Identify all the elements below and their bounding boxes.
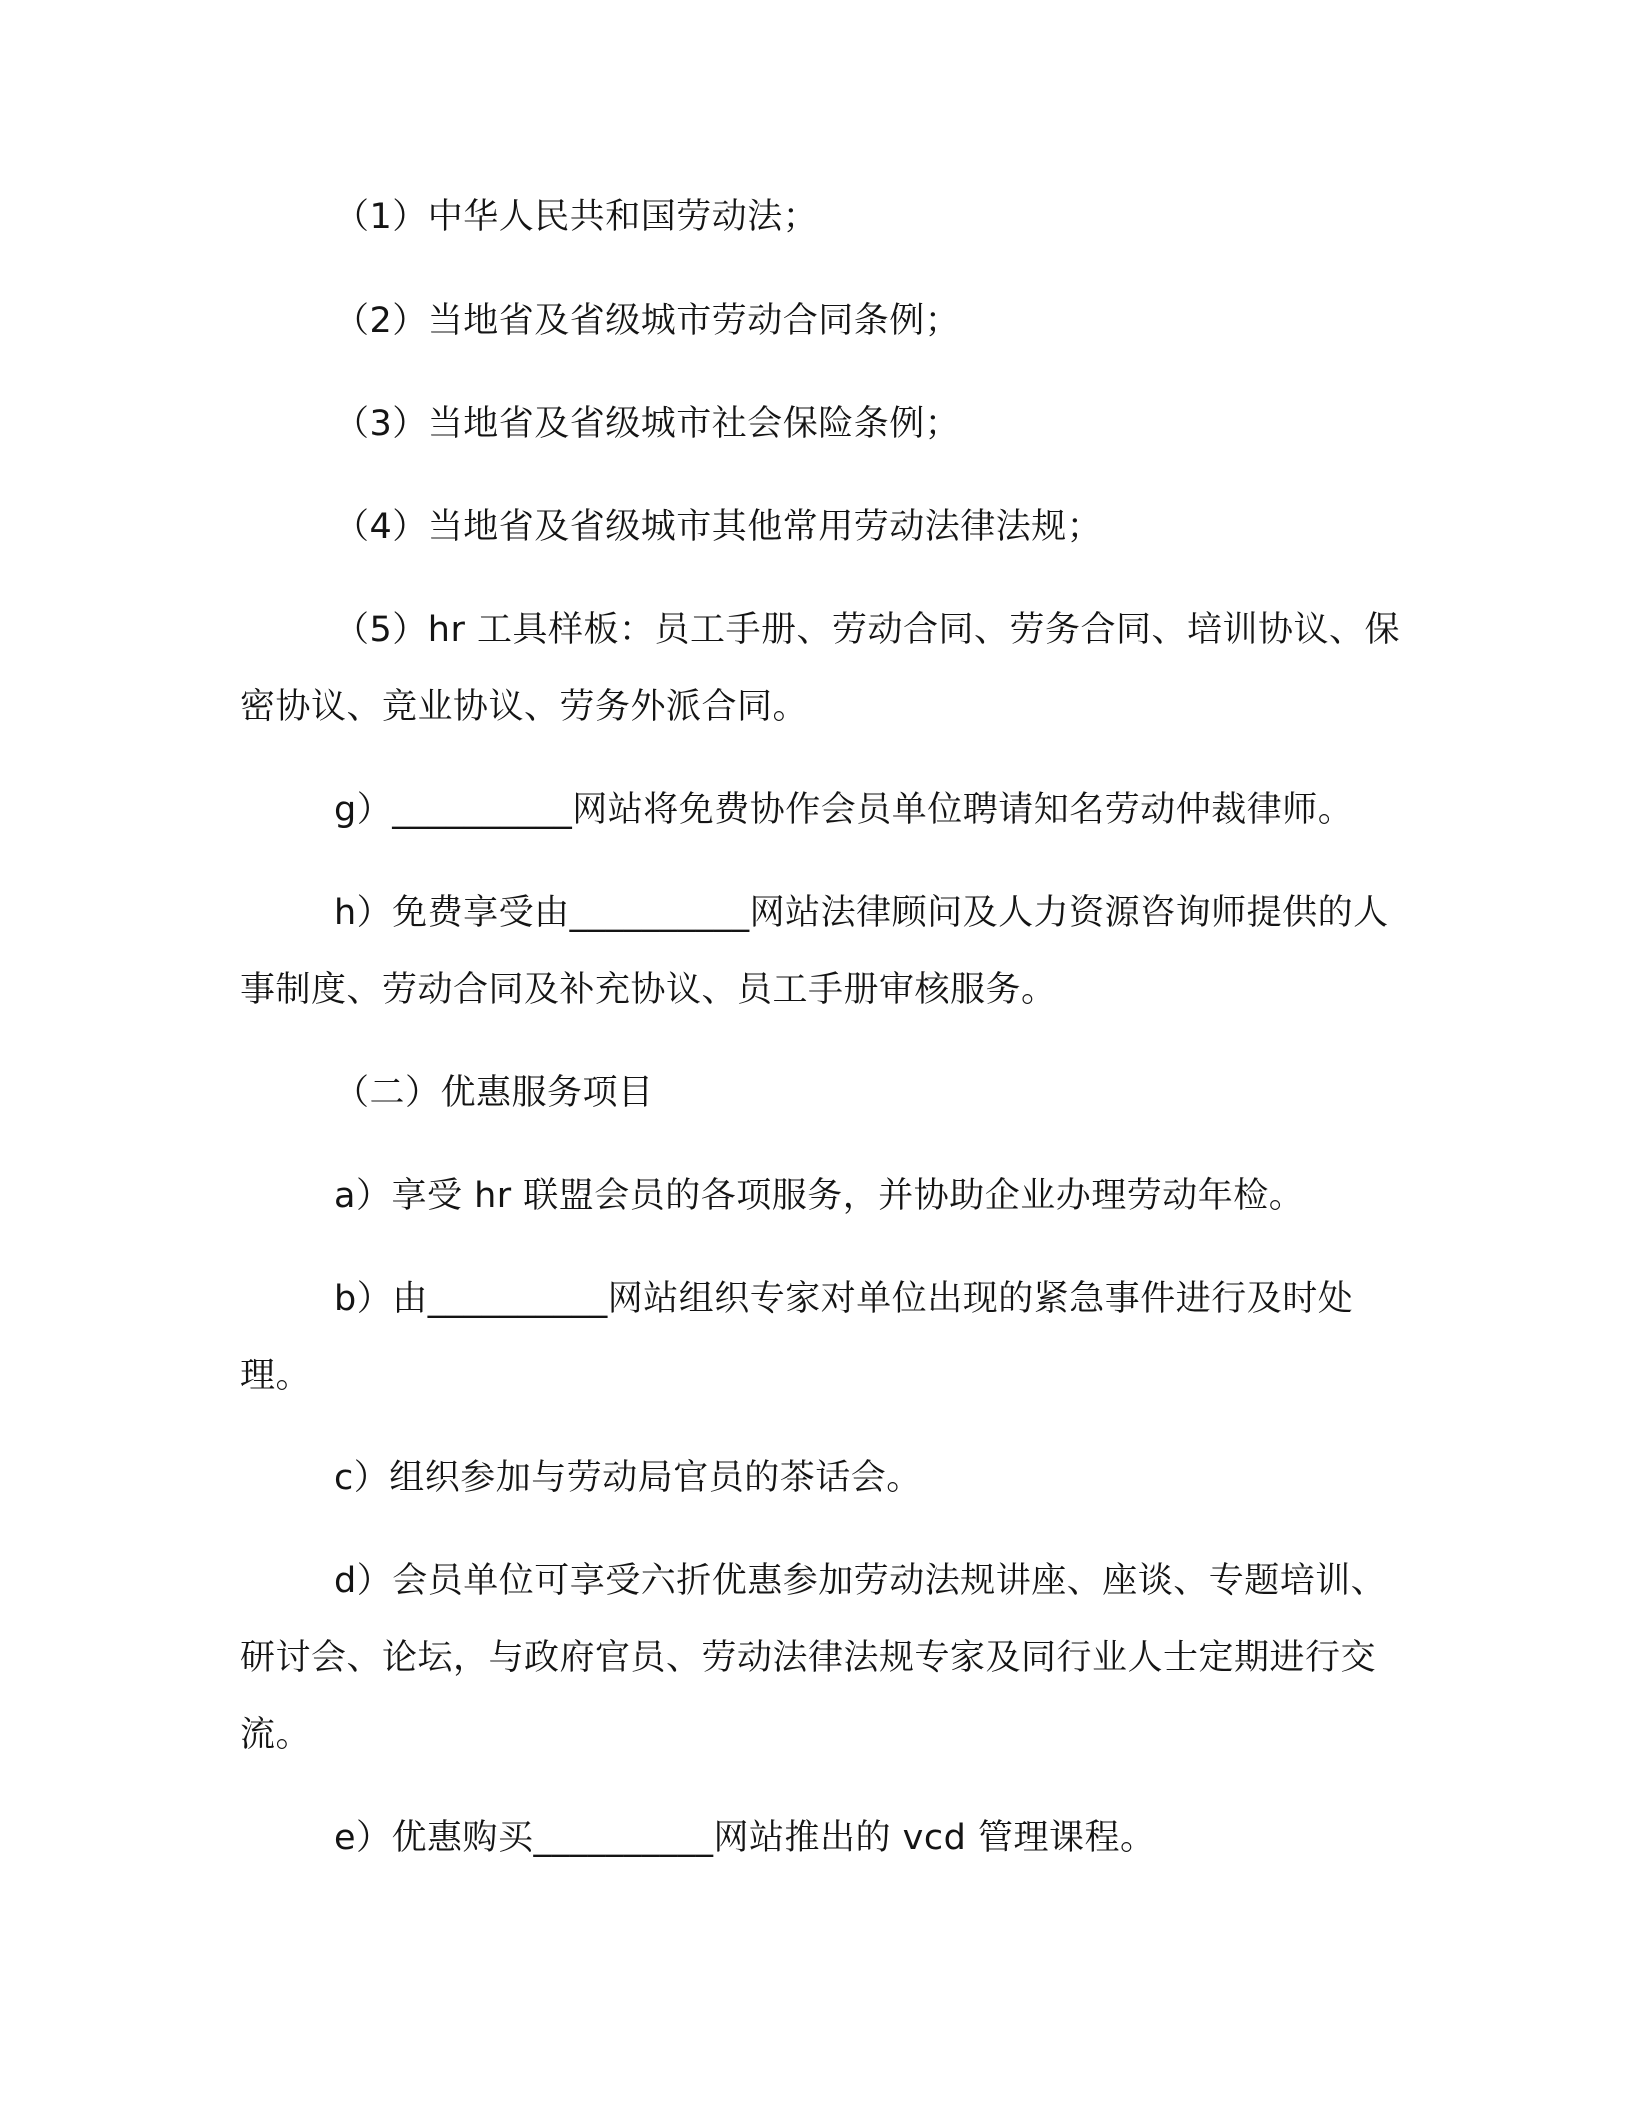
service-item-h: h）免费享受由__________网站法律顾问及人力资源咨询师提供的人事制度、劳动合同及补充协议、员工手册审核服务。	[240, 893, 1389, 1010]
discount-item-b: b）由__________网站组织专家对单位出现的紧急事件进行及时处理。	[240, 1279, 1354, 1396]
discount-item-a: a）享受 hr 联盟会员的各项服务，并协助企业办理劳动年检。	[334, 1176, 1305, 1216]
discount-item-c: c）组织参加与劳动局官员的茶话会。	[334, 1458, 922, 1498]
section-heading-discount-services: （二）优惠服务项目	[334, 1073, 654, 1113]
law-item-3: （3）当地省及省级城市社会保险条例；	[334, 404, 961, 444]
discount-item-e: e）优惠购买__________网站推出的 vcd 管理课程。	[334, 1818, 1156, 1858]
service-item-g: g）__________网站将免费协作会员单位聘请知名劳动仲裁律师。	[334, 790, 1354, 830]
law-item-1: （1）中华人民共和国劳动法；	[334, 197, 819, 237]
law-item-4: （4）当地省及省级城市其他常用劳动法律法规；	[334, 507, 1103, 547]
law-item-2: （2）当地省及省级城市劳动合同条例；	[334, 301, 961, 341]
discount-item-d: d）会员单位可享受六折优惠参加劳动法规讲座、座谈、专题培训、研讨会、论坛，与政府官员、劳动法律法规专家及同行业人士定期进行交流。	[240, 1561, 1387, 1755]
law-item-5: （5）hr 工具样板：员工手册、劳动合同、劳务合同、培训协议、保密协议、竞业协议、劳务外派合同。	[240, 610, 1400, 727]
